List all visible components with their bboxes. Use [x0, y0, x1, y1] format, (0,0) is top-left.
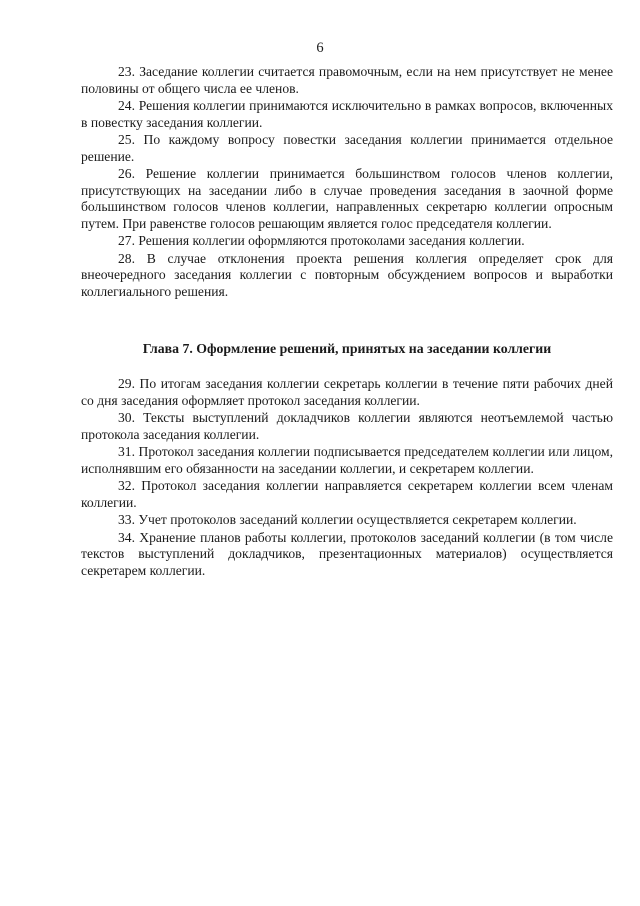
paragraph-30: 30. Тексты выступлений докладчиков коллегии являются неотъемлемой частью протокола заседания коллегии. [81, 410, 613, 442]
paragraph-31: 31. Протокол заседания коллегии подписывается председателем коллегии или лицом, исполнявшим его обязанности на заседании коллегии, и секретарем коллегии. [81, 444, 613, 476]
paragraph-32: 32. Протокол заседания коллегии направляется секретарем коллегии всем членам коллегии. [81, 478, 613, 510]
paragraph-25: 25. По каждому вопросу повестки заседания коллегии принимается отдельное решение. [81, 132, 613, 164]
chapter-heading: Глава 7. Оформление решений, принятых на заседании коллегии [142, 341, 552, 356]
paragraph-28: 28. В случае отклонения проекта решения коллегия определяет срок для внеочередного заседания коллегии с повторным обсуждением вопросов и выработки коллегиального решения. [81, 250, 613, 299]
section-paragraphs-23-28 [81, 64, 613, 301]
paragraph-34: 34. Хранение планов работы коллегии, протоколов заседаний коллегии (в том числе текстов выступлений докладчиков, презентационных материалов) осуществляется секретарем коллегии. [81, 529, 613, 578]
chapter-7-paragraphs [81, 376, 613, 580]
paragraph-33: 33. Учет протоколов заседаний коллегии осуществляется секретарем коллегии. [118, 512, 577, 527]
paragraph-26: 26. Решение коллегии принимается большинством голосов членов коллегии, присутствующих на заседании либо в случае проведения заседания в заочной форме большинством голосов членов коллегии, направленных секретарю коллегии опросным путем. При равенстве голосов решающим является голос председателя коллегии. [81, 166, 613, 231]
paragraph-23: 23. Заседание коллегии считается правомочным, если на нем присутствует не менее половины от общего числа ее членов. [81, 64, 613, 96]
page-number: 6 [316, 40, 324, 56]
paragraph-24: 24. Решения коллегии принимаются исключительно в рамках вопросов, включенных в повестку заседания коллегии. [81, 98, 613, 130]
paragraph-29: 29. По итогам заседания коллегии секретарь коллегии в течение пяти рабочих дней со дня заседания оформляет протокол заседания коллегии. [81, 376, 613, 408]
paragraph-27: 27. Решения коллегии оформляются протоколами заседания коллегии. [118, 233, 525, 248]
